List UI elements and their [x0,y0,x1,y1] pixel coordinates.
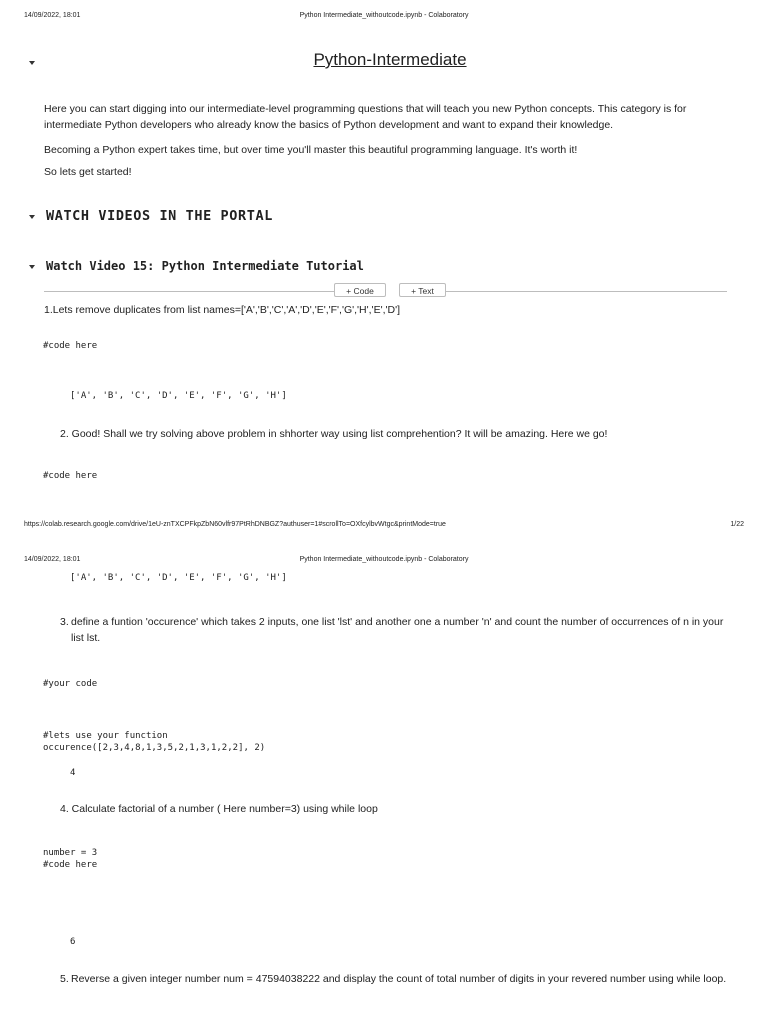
question-3-call-line-1[interactable]: #lets use your function [43,731,168,741]
add-text-cell-button[interactable]: + Text [399,283,446,297]
intro-paragraph-1: Here you can start digging into our intermediate-level programming questions that will teach you new Python concepts. This category is for intermediate Python developers who already know the basics of Python development and want to expand their knowledge. [44,103,687,131]
print-footer-url: https://colab.research.google.com/drive/1eU-znTXCPFkpZbN60vlfr97PtRhDNBGZ?authuser=1#scrollTo=OXfcylbvWtgc&printMode=true [24,521,446,528]
question-4-output: 6 [70,937,76,947]
sub-heading: Watch Video 15: Python Intermediate Tutorial [46,259,364,273]
question-5-text: Reverse a given integer number num = 47594038222 and display the count of total number of digits in your revered number using while loop. [71,973,727,985]
subsection-collapse-caret-icon[interactable] [29,265,35,269]
question-4-code-line-2[interactable]: #code here [43,860,98,870]
cell-divider-right [446,291,727,292]
intro-paragraph-3: So lets get started! [44,166,132,178]
intro-paragraph-2: Becoming a Python expert takes time, but over time you'll master this beautiful programming language. It's worth it! [44,144,578,156]
question-2-output: ['A', 'B', 'C', 'D', 'E', 'F', 'G', 'H'] [70,573,287,583]
question-3-number: 3. [60,616,69,628]
question-1-text: 1.Lets remove duplicates from list names=['A','B','C','A','D','E','F','G','H','E','D'] [44,304,401,316]
print-datetime-page-2: 14/09/2022, 18:01 [24,556,81,563]
question-3-call-line-2[interactable]: occurence([2,3,4,8,1,3,5,2,1,3,1,2,2], 2) [43,743,266,753]
question-1-output: ['A', 'B', 'C', 'D', 'E', 'F', 'G', 'H'] [70,391,287,401]
section-heading: WATCH VIDEOS IN THE PORTAL [46,208,273,224]
question-2-code-cell[interactable]: #code here [43,471,98,481]
section-collapse-caret-icon[interactable] [29,215,35,219]
add-code-cell-button[interactable]: + Code [334,283,386,297]
question-2-text: 2. Good! Shall we try solving above problem in shhorter way using list comprehention? It will be amazing. Here we go! [60,428,608,440]
question-5-number: 5. [60,973,69,985]
print-footer-page: 1/22 [730,521,744,528]
question-3-code-cell[interactable]: #your code [43,679,98,689]
print-datetime: 14/09/2022, 18:01 [24,12,81,19]
question-3-output: 4 [70,768,76,778]
question-4-text: 4. Calculate factorial of a number ( Here number=3) using while loop [60,803,378,815]
question-4-code-line-1[interactable]: number = 3 [43,848,98,858]
question-1-code-cell[interactable]: #code here [43,341,98,351]
print-doc-title: Python Intermediate_withoutcode.ipynb - Colaboratory [299,12,469,19]
question-3-text: define a funtion 'occurence' which takes 2 inputs, one list 'lst' and another one a number 'n' and count the number of occurrences of n in your list lst. [71,616,724,644]
notebook-title: Python-Intermediate [313,50,467,69]
cell-divider-left [44,291,334,292]
print-doc-title-page-2: Python Intermediate_withoutcode.ipynb - Colaboratory [299,556,469,563]
